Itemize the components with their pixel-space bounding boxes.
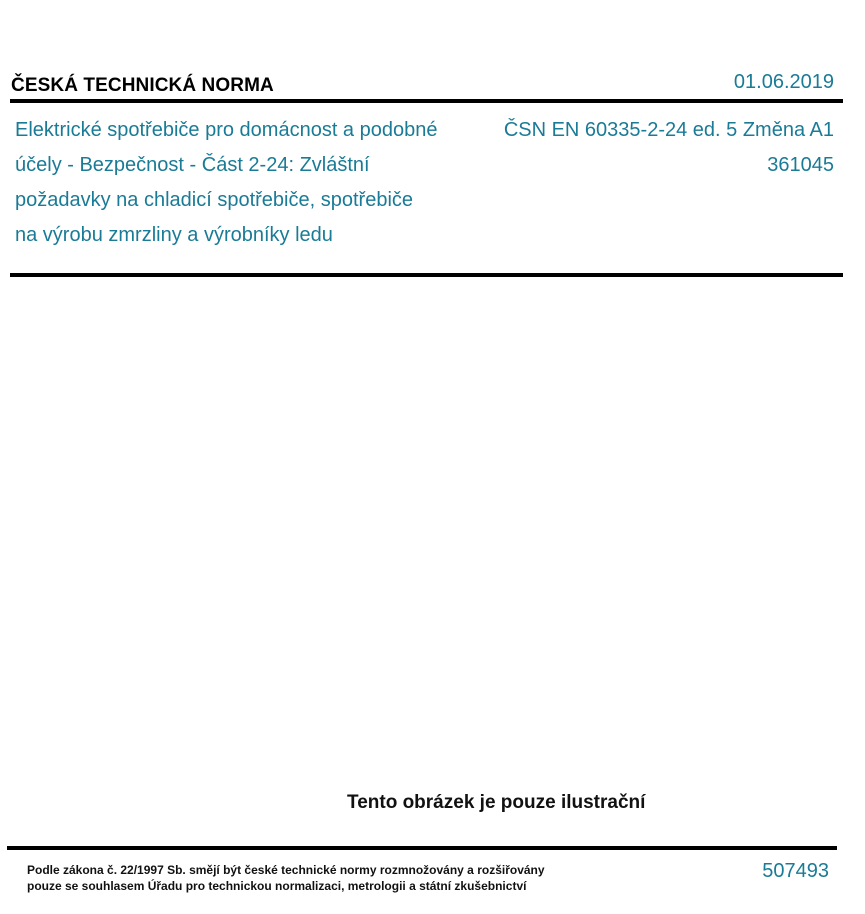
norm-label: ČESKÁ TECHNICKÁ NORMA — [11, 75, 274, 96]
title-line: požadavky na chladicí spotřebiče, spotřebiče — [15, 189, 414, 211]
legal-notice — [27, 862, 545, 894]
designation-code: ČSN EN 60335-2-24 ed. 5 Změna A1 — [503, 119, 834, 141]
title-line: na výrobu zmrzliny a výrobníky ledu — [15, 224, 333, 246]
standard-designation — [504, 113, 834, 183]
standard-title — [15, 113, 475, 253]
illustration-note: Tento obrázek je pouze ilustrační — [347, 792, 646, 813]
issue-date: 01.06.2019 — [733, 71, 834, 93]
legal-line: Podle zákona č. 22/1997 Sb. smějí být české technické normy rozmnožovány a rozšiřovány — [27, 863, 545, 877]
legal-line: pouze se souhlasem Úřadu pro technickou normalizaci, metrologii a státní zkušebnictví — [27, 879, 527, 893]
footer-divider — [7, 846, 837, 850]
title-line: účely - Bezpečnost - Část 2-24: Zvláštní — [15, 154, 370, 176]
title-divider — [10, 273, 843, 277]
header-divider — [10, 99, 843, 103]
catalog-number: 507493 — [762, 860, 829, 882]
title-line: Elektrické spotřebiče pro domácnost a podobné — [15, 119, 438, 141]
class-number: 361045 — [767, 154, 834, 176]
